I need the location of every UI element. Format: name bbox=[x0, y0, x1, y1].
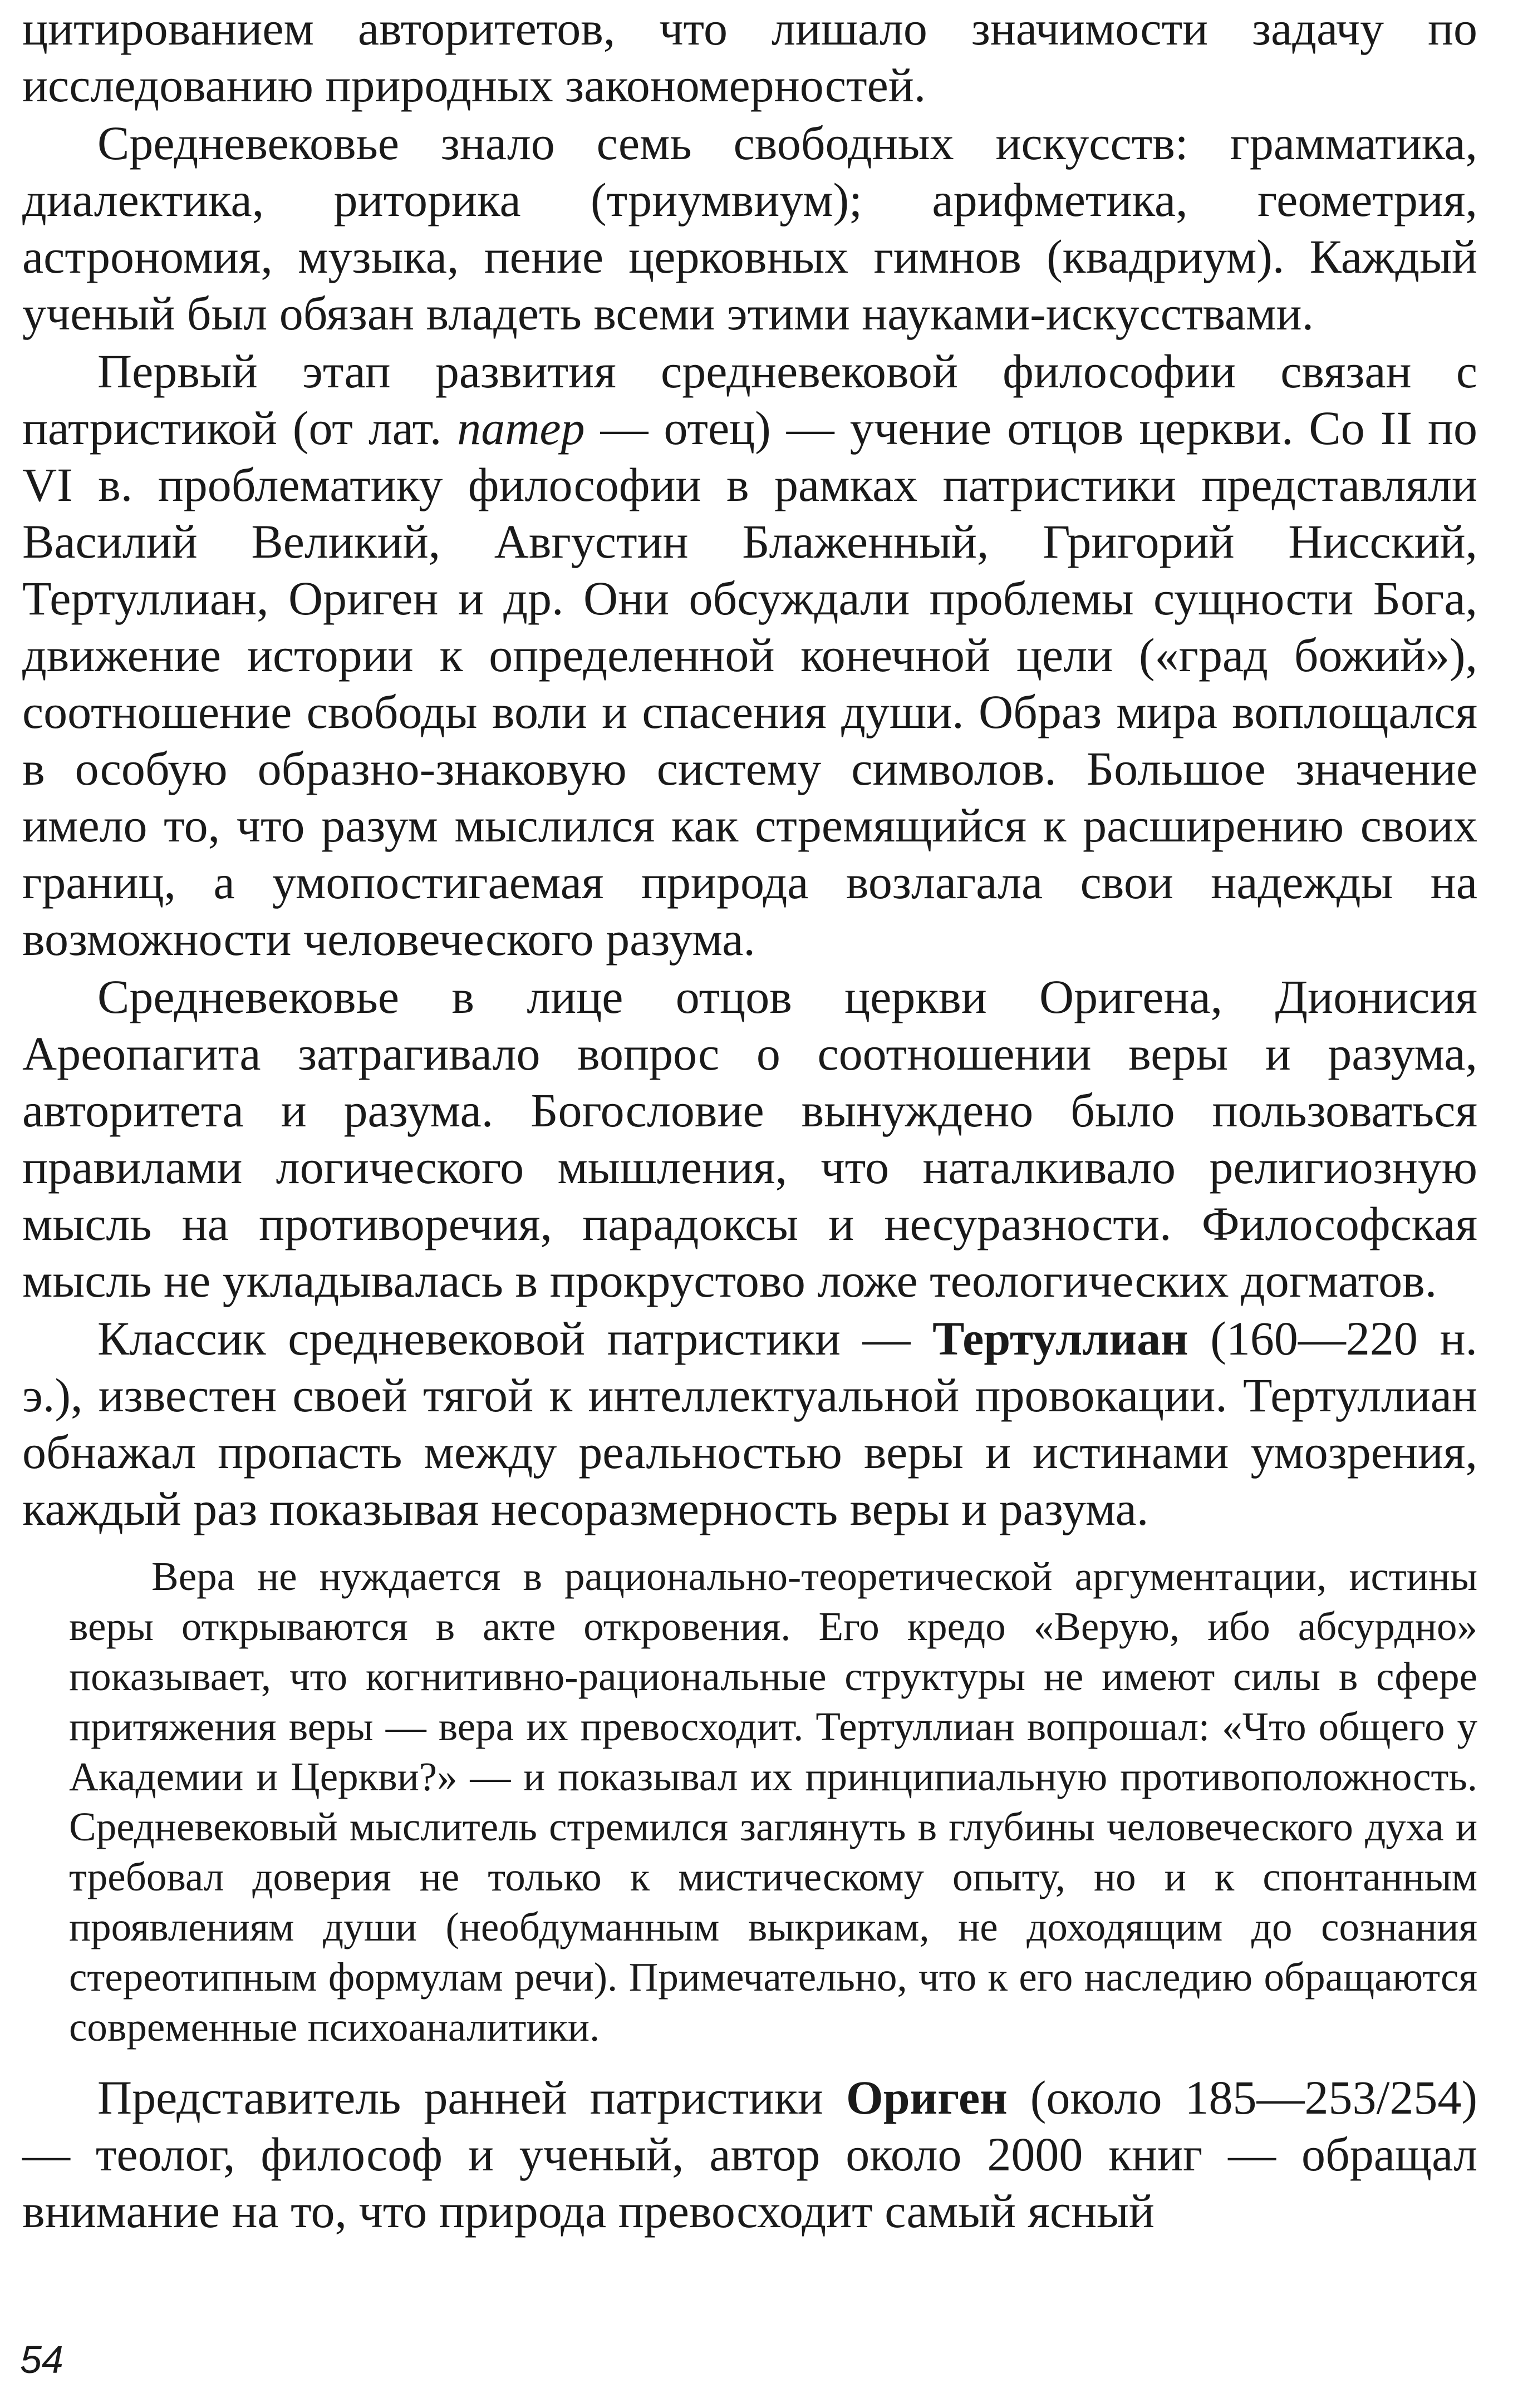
paragraph-origen bbox=[22, 2069, 1477, 2239]
paragraph-text: (около 185—253/254) — теолог, философ и ученый, автор около 2000 книг — обращал внимание на то, что природа превосходит самый ясный bbox=[22, 2071, 1477, 2238]
paragraph-text: Средневековье в лице отцов церкви Оригена, Дионисия Ареопагита затрагивало вопрос о соотношении веры и разума, авторитета и разума. Богословие вынуждено было пользоваться правилами логического мышления, что наталкивало религиозную мысль на противоречия, парадоксы и несуразности. Философская мысль не укладывалась в прокрустово ложе теологических догматов. bbox=[22, 970, 1477, 1307]
name-origen: Ориген bbox=[846, 2071, 1008, 2124]
paragraph-continuation bbox=[22, 0, 1477, 114]
paragraph-faith-reason bbox=[22, 968, 1477, 1309]
paragraph-text: Первый этап развития средневековой философии связан с патристикой (от лат. bbox=[22, 344, 1477, 455]
paragraph-text: (160—220 н. э.), известен своей тягой к интеллектуальной провокации. Тертуллиан обнажал пропасть между реальностью веры и истинами умозрения, каждый раз показывая несоразмерность веры и разума. bbox=[22, 1312, 1477, 1535]
name-tertullian: Тертуллиан bbox=[932, 1312, 1188, 1365]
paragraph-text: — отец) — учение отцов церкви. Со II по VI в. проблематику философии в рамках патристики представляли Василий Великий, Августин Блаженный, Григорий Нисский, Тертуллиан, Ориген и др. Они обсуждали проблемы сущности Бога, движение истории к определенной конечной цели («град божий»), соотношение свободы воли и спасения души. Образ мира воплощался в особую образно-знаковую систему символов. Большое значение имело то, что разум мыслился как стремящийся к расширению своих границ, а умопостигаемая природа возлагала свои надежды на возможности человеческого разума. bbox=[22, 401, 1477, 966]
paragraph-liberal-arts bbox=[22, 115, 1477, 342]
main-text-continued bbox=[22, 2069, 1477, 2239]
latin-term: патер bbox=[457, 401, 585, 455]
paragraph-tertullian bbox=[22, 1310, 1477, 1537]
paragraph-text: Классик средневековой патристики — bbox=[97, 1312, 933, 1365]
main-text bbox=[22, 0, 1477, 1537]
paragraph-patristics bbox=[22, 343, 1477, 967]
paragraph-text: Средневековье знало семь свободных искусств: грамматика, диалектика, риторика (триумвиум); арифметика, геометрия, астрономия, музыка, пение церковных гимнов (квадриум). Каждый ученый был обязан владеть всеми этими науками-искусствами. bbox=[22, 116, 1477, 340]
paragraph-text: цитированием авторитетов, что лишало значимости задачу по исследованию природных закономерностей. bbox=[22, 2, 1477, 112]
quote-text: Вера не нуждается в рационально-теоретической аргументации, истины веры открываются в акте откровения. Его кредо «Верую, ибо абсурдно» показывает, что когнитивно-рациональные структуры не имеют силы в сфере притяжения веры — вера их превосходит. Тертуллиан вопрошал: «Что общего у Академии и Церкви?» — и показывал их принципиальную противоположность. Средневековый мыслитель стремился заглянуть в глубины человеческого духа и требовал доверия не только к мистическому опыту, но и к спонтанным проявлениям души (необдуманным выкрикам, не доходящим до сознания стереотипным формулам речи). Примечательно, что к его наследию обращаются современные психоаналитики. bbox=[69, 1554, 1477, 2050]
page-number: 54 bbox=[20, 2338, 63, 2381]
block-quote bbox=[22, 1552, 1477, 2052]
paragraph-text: Представитель ранней патристики bbox=[97, 2071, 846, 2124]
